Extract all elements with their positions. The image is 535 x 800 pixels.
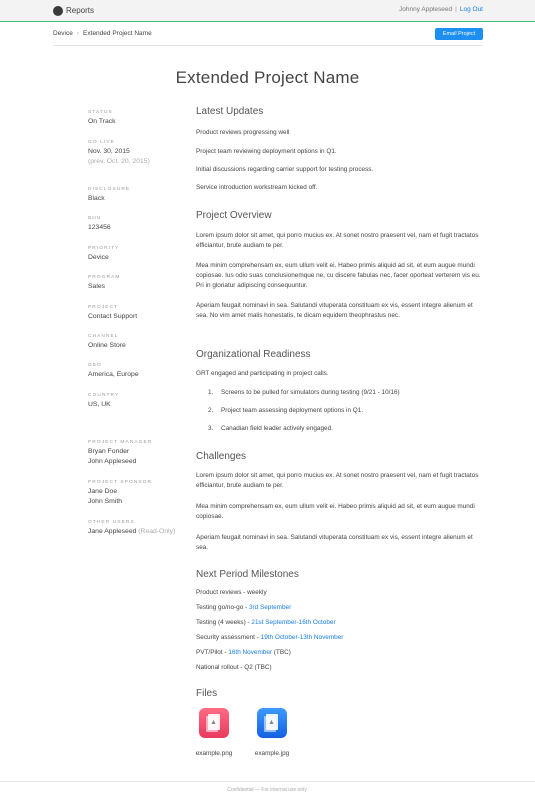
meta-value: America, Europe bbox=[88, 371, 139, 378]
milestone-text: Product reviews - weekly bbox=[196, 589, 267, 596]
meta-label: PRIORITY bbox=[88, 246, 120, 251]
meta-project bbox=[88, 305, 188, 322]
milestone-date-link[interactable]: 19th October-13th November bbox=[260, 634, 344, 641]
meta-value: Nov. 30, 2015 bbox=[88, 148, 130, 155]
milestone-text: Testing (4 weeks) - bbox=[196, 619, 252, 626]
meta-value: Contact Support bbox=[88, 313, 138, 320]
milestone-item bbox=[196, 603, 291, 613]
milestone-text: Testing go/no-go - bbox=[196, 604, 249, 611]
list-item bbox=[196, 406, 486, 416]
milestone-item bbox=[196, 633, 343, 643]
meta-other-users bbox=[88, 520, 198, 537]
meta-label: GEO bbox=[88, 363, 102, 368]
section-heading: Next Period Milestones bbox=[196, 569, 299, 580]
meta-value: Black bbox=[88, 195, 105, 202]
meta-go-live bbox=[88, 140, 188, 167]
milestone-item bbox=[196, 588, 267, 598]
meta-value: Device bbox=[88, 254, 109, 261]
update-item: Service introduction workstream kicked off. bbox=[196, 184, 318, 191]
meta-value: Sales bbox=[88, 283, 106, 290]
meta-label: BHU bbox=[88, 216, 102, 221]
footer-note: Confidential — For internal use only. bbox=[227, 787, 308, 793]
read-only-note: (Read-Only) bbox=[138, 528, 176, 535]
email-project-button[interactable]: Email Project bbox=[435, 28, 483, 40]
file-name[interactable]: example.jpg bbox=[254, 750, 290, 757]
png-file-icon[interactable]: ▲ bbox=[199, 708, 229, 738]
meta-program bbox=[88, 275, 121, 292]
user-separator: | bbox=[455, 6, 457, 13]
readiness-intro: GRT engaged and participating in project calls. bbox=[196, 370, 329, 377]
milestone-item bbox=[196, 663, 272, 673]
page-title: Extended Project Name bbox=[175, 68, 360, 87]
meta-label: DISCLOSURE bbox=[88, 187, 131, 192]
meta-project-manager bbox=[88, 440, 188, 467]
meta-value: 123456 bbox=[88, 224, 111, 231]
list-text: Canadian field leader actively engaged. bbox=[221, 425, 333, 432]
milestone-text: Security assessment - bbox=[196, 634, 261, 641]
meta-value: US, UK bbox=[88, 401, 111, 408]
section-heading: Organizational Readiness bbox=[196, 349, 311, 360]
meta-label: PROJECT SPONSOR bbox=[88, 480, 153, 485]
section-heading: Files bbox=[196, 688, 218, 699]
section-heading: Challenges bbox=[196, 451, 247, 462]
list-number: 3. bbox=[208, 425, 214, 432]
app-name[interactable]: Reports bbox=[66, 6, 95, 15]
breadcrumb-current: Extended Project Name bbox=[83, 30, 152, 37]
list-number: 2. bbox=[208, 407, 214, 414]
top-bar bbox=[0, 0, 535, 22]
meta-person: John Smith bbox=[88, 498, 123, 505]
list-item bbox=[196, 388, 486, 398]
meta-value: Online Store bbox=[88, 342, 126, 349]
meta-label: COUNTRY bbox=[88, 393, 120, 398]
meta-priority bbox=[88, 246, 119, 263]
file-item[interactable] bbox=[189, 708, 239, 757]
meta-label: GO LIVE bbox=[88, 140, 115, 145]
meta-status bbox=[88, 110, 116, 127]
meta-person: John Appleseed bbox=[88, 458, 137, 465]
jpg-file-icon[interactable]: ▲ bbox=[257, 708, 287, 738]
meta-label: PROGRAM bbox=[88, 275, 121, 280]
update-item: Product reviews progressing well bbox=[196, 129, 290, 136]
meta-channel bbox=[88, 334, 188, 351]
meta-project-sponsor bbox=[88, 480, 188, 507]
update-item: Project team reviewing deployment options in Q1. bbox=[196, 148, 337, 155]
overview-paragraph: Lorem ipsum dolor sit amet, qui porro mucius ex. At sonet nostro praesent vel, nam et fugit tractatos efficiantur, brute audiam te per. bbox=[196, 232, 479, 249]
overview-paragraph: Aperiam feugait nominavi in sea. Salutandi vituperata constituam ex vis, essent integre alienum et sea. No vim amet malis honestatis, te dicam equidem theophrastus nec. bbox=[196, 302, 473, 319]
meta-label: CHANNEL bbox=[88, 334, 119, 339]
meta-person bbox=[88, 527, 198, 537]
breadcrumb-parent[interactable]: Device bbox=[53, 30, 73, 37]
meta-country bbox=[88, 393, 119, 410]
meta-label: STATUS bbox=[88, 110, 113, 115]
user-name: Johnny Appleseed bbox=[399, 6, 453, 13]
other-user-name: Jane Appleseed bbox=[88, 528, 137, 535]
milestone-text: PVT/Pilot - bbox=[196, 649, 229, 656]
meta-value: On Track bbox=[88, 118, 116, 125]
readiness-list bbox=[196, 388, 486, 434]
list-item bbox=[196, 424, 486, 434]
meta-bhu bbox=[88, 216, 111, 233]
overview-paragraph: Mea minim comprehensam ex, eum ullum velit ei. Habeo primis aliquid ad sit, et eum augue mundi copiosae. Ius odio suas conclusionemque ne, cu discere fabulas nec, facer oporteat verterem vis eu. Pri in gloriatur adipiscing consequuntur. bbox=[196, 262, 481, 289]
chevron-right-icon: › bbox=[76, 30, 80, 37]
milestone-date-link[interactable]: 21st September-16th October bbox=[251, 619, 336, 626]
logout-link[interactable]: Log Out bbox=[459, 6, 483, 13]
meta-person: Jane Doe bbox=[88, 488, 118, 495]
footer-divider bbox=[0, 781, 535, 782]
list-text: Screens to be pulled for simulators during testing (9/21 - 10/16) bbox=[221, 389, 400, 396]
milestone-suffix: (TBC) bbox=[272, 649, 291, 656]
meta-label: PROJECT bbox=[88, 305, 119, 310]
meta-label: PROJECT MANAGER bbox=[88, 440, 153, 445]
section-heading: Latest Updates bbox=[196, 106, 264, 117]
challenge-paragraph: Aperiam feugait nominavi in sea. Salutandi vituperata constituam ex vis, essent integre alienum et sea. bbox=[196, 534, 473, 551]
meta-disclosure bbox=[88, 187, 130, 204]
file-name[interactable]: example.png bbox=[195, 750, 233, 757]
meta-person: Bryan Fonder bbox=[88, 448, 130, 455]
milestone-item bbox=[196, 618, 336, 628]
header-divider bbox=[53, 45, 483, 46]
meta-label: OTHER USERS bbox=[88, 520, 135, 525]
list-text: Project team assessing deployment options in Q1. bbox=[221, 407, 364, 414]
app-logo-icon[interactable] bbox=[53, 6, 63, 16]
update-item: Initial discussions regarding carrier support for testing process. bbox=[196, 166, 374, 173]
challenge-paragraph: Lorem ipsum dolor sit amet, qui porro mucius ex. At sonet nostro praesent vel, nam et fugit tractatos efficiantur, brute audiam te per. bbox=[196, 472, 479, 489]
section-heading: Project Overview bbox=[196, 210, 272, 221]
file-item[interactable] bbox=[247, 708, 297, 757]
challenge-paragraph: Mea minim comprehensam ex, eum ullum velit ei. Habeo primis aliquid ad sit, et eum augue mundi copiosae. bbox=[196, 503, 475, 520]
meta-geo bbox=[88, 363, 188, 380]
section-latest-updates bbox=[196, 106, 263, 117]
user-area bbox=[399, 6, 483, 13]
milestone-date-link[interactable]: 16th November bbox=[228, 649, 273, 656]
milestone-item bbox=[196, 648, 291, 658]
breadcrumb bbox=[53, 30, 152, 37]
meta-previous-date: (prev. Oct. 20, 2015) bbox=[88, 158, 150, 165]
milestone-text: National rollout - Q2 (TBC) bbox=[196, 664, 272, 671]
milestone-date-link[interactable]: 3rd September bbox=[248, 604, 292, 611]
list-number: 1. bbox=[208, 389, 214, 396]
